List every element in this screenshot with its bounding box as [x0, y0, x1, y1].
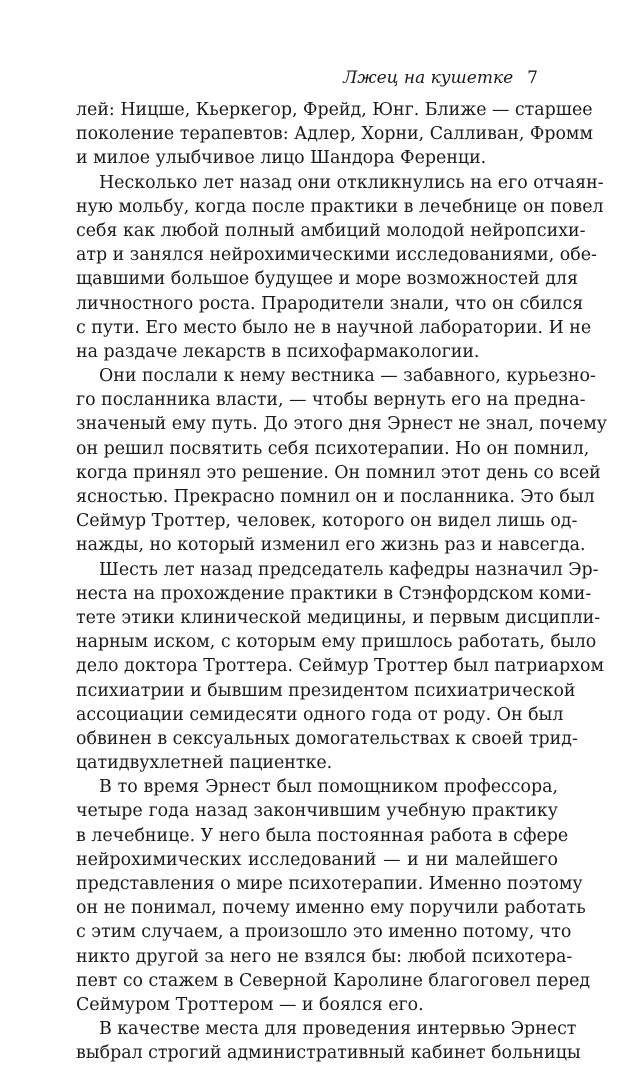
text-line: себя как любой полный амбиций молодой нейропсихи-	[76, 220, 586, 241]
text-line: значеный ему путь. До этого дня Эрнест не знал, почему	[76, 414, 607, 435]
text-line: неста на прохождение практики в Стэнфордском коми-	[76, 583, 592, 604]
text-line: Они послали к нему вестника — забавного, курьезно-	[99, 366, 596, 387]
text-line: поколение терапевтов: Адлер, Хорни, Салливан, Фромм	[76, 124, 593, 145]
paragraph	[76, 558, 605, 776]
paragraph	[76, 775, 591, 1017]
text-line: певт со стажем в Северной Каролине благоговел перед	[76, 970, 591, 991]
text-line: Шесть лет назад председатель кафедры назначил Эр-	[99, 559, 599, 580]
text-line: ную мольбу, когда после практики в лечебнице он повел	[76, 196, 604, 217]
text-line: цатидвухлетней пациентке.	[76, 753, 333, 774]
text-line: ясностью. Прекрасно помнил он и посланника. Это был	[76, 487, 595, 507]
text-line: с этим случаем, а произошло это именно потому, что	[76, 922, 572, 943]
running-header-title: Лжец на кушетке	[343, 68, 514, 88]
text-line: нейрохимических исследований — и ни малейшего	[76, 849, 558, 870]
text-line: го посланника власти, — чтобы вернуть его на предна-	[76, 390, 586, 411]
text-line: В то время Эрнест был помощником профессора,	[99, 777, 558, 798]
text-line: четыре года назад закончившим учебную практику	[76, 801, 558, 822]
paragraph	[76, 1017, 581, 1065]
page-number: 7	[527, 68, 538, 88]
paragraph	[76, 98, 593, 171]
text-line: он не понимал, почему именно ему поручили работать	[76, 898, 586, 919]
text-line: и милое улыбчивое лицо Шандора Ференци.	[76, 148, 487, 169]
text-line: В качестве места для проведения интервью Эрнест	[99, 1019, 577, 1040]
text-line: представления о мире психотерапии. Именно поэтому	[76, 874, 583, 894]
text-line: Несколько лет назад они откликнулись на его отчаян-	[99, 172, 604, 193]
text-line: ассоциации семидесяти одного года от роду. Он был	[76, 704, 564, 725]
text-line: Сеймур Троттер, человек, которого он видел лишь од-	[76, 511, 578, 532]
text-line: атр и занялся нейрохимическими исследованиями, обе-	[76, 245, 597, 266]
text-line: никто другой за него не взялся бы: любой психотера-	[76, 946, 573, 967]
text-line: в лечебнице. У него была постоянная работа в сфере	[76, 825, 569, 846]
text-line: он решил посвятить себя психотерапии. Но он помнил,	[76, 438, 590, 459]
text-line: когда принял это решение. Он помнил этот день со всей	[76, 462, 601, 483]
paragraph	[76, 364, 607, 558]
text-line: нарным иском, с которым ему пришлось работать, было	[76, 632, 597, 653]
text-line: личностного роста. Прародители знали, что он сбился	[76, 293, 584, 314]
text-line: щавшими большое будущее и море возможностей для	[76, 269, 578, 290]
text-line: выбрал строгий административный кабинет больницы	[76, 1043, 581, 1064]
text-line: обвинен в сексуальных домогательствах к своей трид-	[76, 728, 578, 749]
text-line: с пути. Его место было не в научной лаборатории. И не	[76, 317, 592, 338]
text-line: нажды, но который изменил его жизнь раз и навсегда.	[76, 535, 586, 556]
running-header	[343, 66, 538, 90]
body-text	[76, 98, 607, 1066]
text-line: лей: Ницше, Кьеркегор, Фрейд, Юнг. Ближе — старшее	[76, 100, 593, 120]
paragraph	[76, 171, 604, 365]
text-line: тете этики клинической медицины, и первым дисципли-	[76, 607, 601, 628]
text-line: дело доктора Троттера. Сеймур Троттер был патриархом	[76, 656, 605, 677]
text-line: на раздаче лекарств в психофармакологии.	[76, 341, 480, 362]
text-line: Сеймуром Троттером — и боялся его.	[76, 994, 424, 1015]
text-line: психиатрии и бывшим президентом психиатрической	[76, 680, 576, 701]
